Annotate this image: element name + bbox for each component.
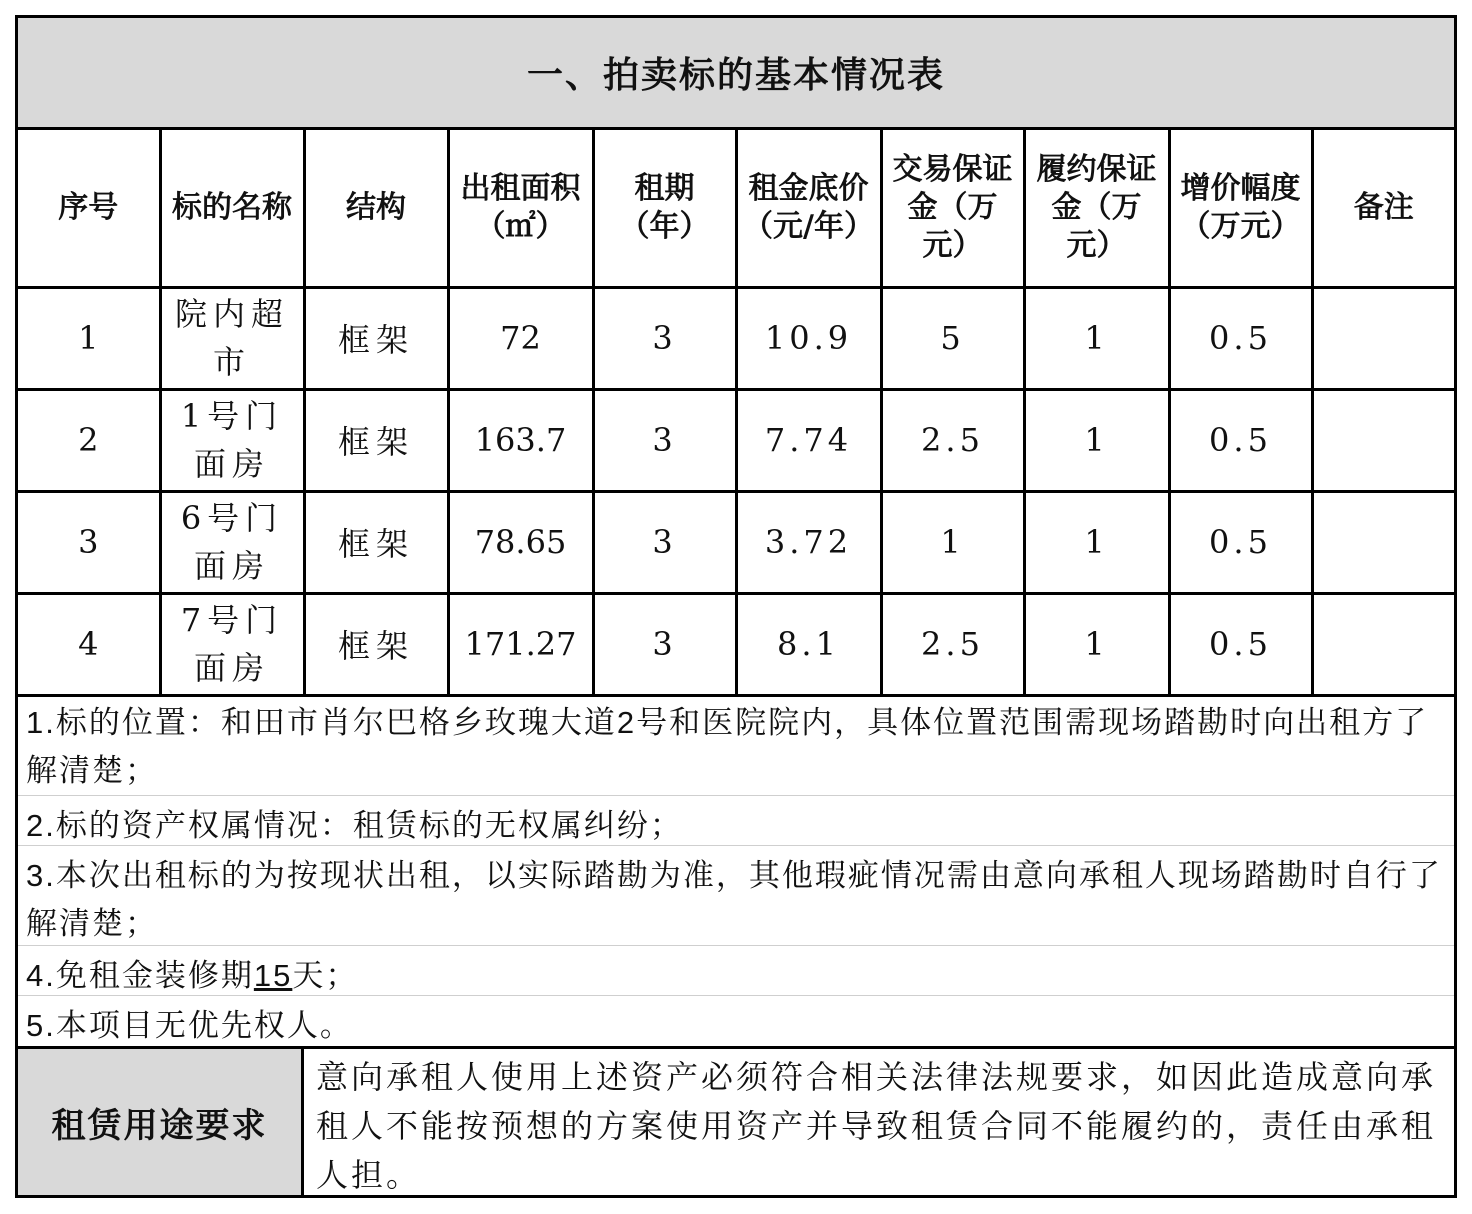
header-lease-term: 租期（年） [593,130,736,287]
note-rent-free-suffix: 天； [292,958,359,993]
cell-trade-deposit: 1 [881,491,1024,593]
table-row [18,491,1454,593]
header-index: 序号 [18,130,160,287]
cell-area: 72 [448,287,593,389]
cell-lease-term: 3 [593,389,736,491]
note-rent-free-period [18,945,1454,995]
table-header-row [18,130,1454,287]
header-item-name: 标的名称 [160,130,304,287]
usage-requirement-text: 意向承租人使用上述资产必须符合相关法律法规要求，如因此造成意向承租人不能按预想的方案使用资产并导致租赁合同不能履约的，责任由承租人担。 [316,1059,1437,1193]
cell-bid-increment: 0.5 [1169,287,1312,389]
auction-items-table [18,130,1454,697]
note-priority-holder: 5.本项目无优先权人。 [18,995,1454,1046]
table-row [18,389,1454,491]
cell-remarks [1312,491,1454,593]
cell-performance-deposit: 1 [1024,389,1169,491]
cell-bid-increment: 0.5 [1169,593,1312,695]
cell-structure: 框架 [304,389,448,491]
cell-item-name: 7号门面房 [160,593,304,695]
cell-index: 2 [18,389,160,491]
cell-base-rent: 3.72 [736,491,881,593]
cell-bid-increment: 0.5 [1169,389,1312,491]
cell-area: 163.7 [448,389,593,491]
note-rent-free-days: 15 [253,958,293,993]
header-area: 出租面积（㎡） [448,130,593,287]
cell-item-name: 1号门面房 [160,389,304,491]
usage-requirement-label: 租赁用途要求 [18,1049,304,1195]
cell-trade-deposit: 2.5 [881,389,1024,491]
cell-item-name: 院内超市 [160,287,304,389]
cell-performance-deposit: 1 [1024,491,1169,593]
cell-structure: 框架 [304,287,448,389]
table-row [18,287,1454,389]
table-row [18,593,1454,695]
cell-remarks [1312,389,1454,491]
cell-performance-deposit: 1 [1024,593,1169,695]
cell-area: 78.65 [448,491,593,593]
cell-trade-deposit: 5 [881,287,1024,389]
header-trade-deposit: 交易保证金（万元） [881,130,1024,287]
cell-trade-deposit: 2.5 [881,593,1024,695]
header-structure: 结构 [304,130,448,287]
cell-remarks [1312,287,1454,389]
cell-index: 4 [18,593,160,695]
cell-remarks [1312,593,1454,695]
cell-base-rent: 7.74 [736,389,881,491]
note-rent-free-prefix: 4.免租金装修期 [26,958,254,993]
cell-bid-increment: 0.5 [1169,491,1312,593]
cell-lease-term: 3 [593,593,736,695]
cell-structure: 框架 [304,593,448,695]
cell-item-name: 6号门面房 [160,491,304,593]
cell-base-rent: 10.9 [736,287,881,389]
cell-structure: 框架 [304,491,448,593]
usage-requirement-section [18,1046,1454,1195]
header-performance-deposit: 履约保证金（万元） [1024,130,1169,287]
cell-performance-deposit: 1 [1024,287,1169,389]
note-condition: 3.本次出租标的为按现状出租，以实际踏勘为准，其他瑕疵情况需由意向承租人现场踏勘时自行了解清楚； [18,845,1454,945]
sheet-title: 一、拍卖标的基本情况表 [18,18,1454,130]
header-remarks: 备注 [1312,130,1454,287]
header-bid-increment: 增价幅度（万元） [1169,130,1312,287]
header-base-rent: 租金底价（元/年） [736,130,881,287]
cell-index: 3 [18,491,160,593]
auction-info-sheet [15,15,1457,1198]
cell-base-rent: 8.1 [736,593,881,695]
cell-lease-term: 3 [593,287,736,389]
cell-lease-term: 3 [593,491,736,593]
cell-index: 1 [18,287,160,389]
notes-section [18,693,1454,1046]
cell-area: 171.27 [448,593,593,695]
note-ownership: 2.标的资产权属情况：租赁标的无权属纠纷； [18,795,1454,845]
note-location: 1.标的位置：和田市肖尔巴格乡玫瑰大道2号和医院院内，具体位置范围需现场踏勘时向出租方了解清楚； [26,705,1429,788]
